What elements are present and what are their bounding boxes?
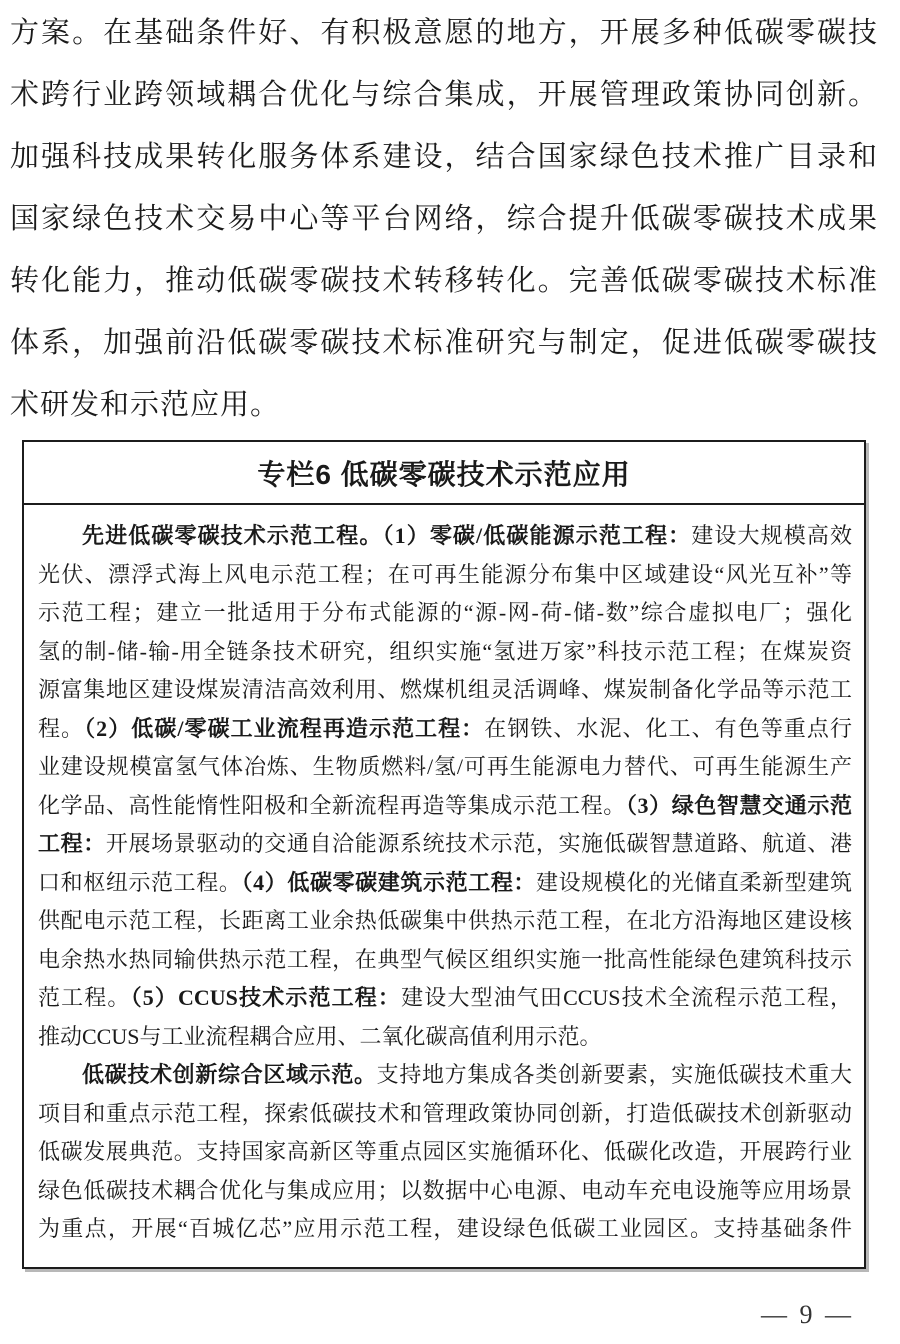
intro-line: 术跨行业跨领域耦合优化与综合集成，开展管理政策协同创新。 (10, 79, 878, 111)
body-text: 在钢铁、水泥、化工、有色等重点行 (484, 715, 852, 741)
bold-run-in-heading: （2）低碳/零碳工业流程再造示范工程： (84, 715, 485, 741)
panel-text-line (38, 979, 852, 1018)
panel-text-line (38, 748, 852, 787)
panel-header (24, 442, 864, 505)
intro-line: 转化能力，推动低碳零碳技术转移转化。完善低碳零碳技术标准 (10, 265, 878, 297)
panel-text-line (38, 1133, 852, 1172)
body-text: 绿色低碳技术耦合优化与集成应用；以数据中心电源、电动车充电设施等应用场景 (38, 1177, 852, 1203)
body-text: 程。 (38, 715, 85, 741)
intro-line: 加强科技成果转化服务体系建设，结合国家绿色技术推广目录和 (10, 141, 878, 173)
body-text: 建设规模化的光储直柔新型建筑 (536, 869, 852, 895)
body-text: 为重点，开展“百城亿芯”应用示范工程，建设绿色低碳工业园区。支持基础条件 (38, 1216, 852, 1241)
panel-text-line (38, 864, 852, 903)
panel-text-line (38, 902, 852, 941)
body-text: 推动CCUS与工业流程耦合应用、二氧化碳高值利用示范。 (38, 1023, 602, 1049)
panel-text-line (38, 1018, 852, 1057)
body-text: 化学品、高性能惰性阳极和全新流程再造等集成示范工程。 (38, 792, 626, 818)
bold-run-in-heading: （1）零碳/低碳能源示范工程： (382, 523, 692, 548)
body-text: 示范工程；建立一批适用于分布式能源的“源-网-荷-储-数”综合虚拟电厂；强化 (38, 600, 852, 625)
body-text: 低碳发展典范。支持国家高新区等重点园区实施循环化、低碳化改造，开展跨行业 (38, 1139, 852, 1164)
panel-text-line (38, 517, 852, 556)
intro-line: 体系，加强前沿低碳零碳技术标准研究与制定，促进低碳零碳技 (10, 327, 878, 359)
body-text: 口和枢纽示范工程。 (38, 869, 242, 895)
panel-text-line (38, 1172, 852, 1211)
intro-line: 国家绿色技术交易中心等平台网络，综合提升低碳零碳技术成果 (10, 203, 878, 235)
body-text: 电余热水热同输供热示范工程，在典型气候区组织实施一批高性能绿色建筑科技示 (38, 946, 852, 972)
body-text: 范工程。 (38, 985, 131, 1010)
panel-text-line (38, 1056, 852, 1095)
intro-paragraph (10, 2, 878, 436)
bold-run-in-heading: 低碳技术创新综合区域示范。 (82, 1062, 377, 1087)
panel-text-line (38, 594, 852, 633)
body-text: 支持地方集成各类创新要素，实施低碳技术重大 (376, 1062, 852, 1087)
column-panel (22, 440, 866, 1269)
bold-run-in-heading: （4）低碳零碳建筑示范工程： (241, 869, 537, 895)
panel-text-line (38, 710, 852, 749)
body-text: 开展场景驱动的交通自洽能源系统技术示范，实施低碳智慧道路、航道、港 (105, 831, 852, 856)
panel-text-line (38, 1095, 852, 1134)
body-text: 源富集地区建设煤炭清洁高效利用、燃煤机组灵活调峰、煤炭制备化学品等示范工 (38, 677, 852, 702)
panel-body (24, 505, 864, 1267)
panel-text-line (38, 1210, 852, 1249)
panel-text-line (38, 787, 852, 826)
body-text: 建设大规模高效 (691, 523, 852, 548)
bold-run-in-heading: 工程： (38, 831, 106, 856)
intro-line: 术研发和示范应用。 (10, 389, 281, 421)
panel-text-line (38, 633, 852, 672)
bold-run-in-heading: （5）CCUS技术示范工程： (130, 985, 402, 1010)
body-text: 建设大型油气田CCUS技术全流程示范工程， (401, 985, 852, 1010)
intro-line: 方案。在基础条件好、有积极意愿的地方，开展多种低碳零碳技 (10, 17, 878, 49)
panel-text-line (38, 671, 852, 710)
body-text: 业建设规模富氢气体冶炼、生物质燃料/氢/可再生能源电力替代、可再生能源生产 (38, 754, 852, 779)
body-text: 供配电示范工程，长距离工业余热低碳集中供热示范工程，在北方沿海地区建设核 (38, 908, 852, 933)
panel-title: 专栏6 低碳零碳技术示范应用 (257, 458, 631, 490)
body-text: 氢的制-储-输-用全链条技术研究，组织实施“氢进万家”科技示范工程；在煤炭资 (38, 638, 852, 664)
bold-run-in-heading: （3）绿色智慧交通示范 (625, 792, 852, 818)
page-number: — 9 — (761, 1300, 854, 1329)
body-text: 光伏、漂浮式海上风电示范工程；在可再生能源分布集中区域建设“风光互补”等 (38, 561, 852, 587)
panel-text-line (38, 941, 852, 980)
panel-text-line (38, 556, 852, 595)
bold-run-in-heading: 先进低碳零碳技术示范工程。 (82, 523, 383, 548)
panel-text-line (38, 825, 852, 864)
body-text: 项目和重点示范工程，探索低碳技术和管理政策协同创新，打造低碳技术创新驱动 (38, 1100, 852, 1126)
